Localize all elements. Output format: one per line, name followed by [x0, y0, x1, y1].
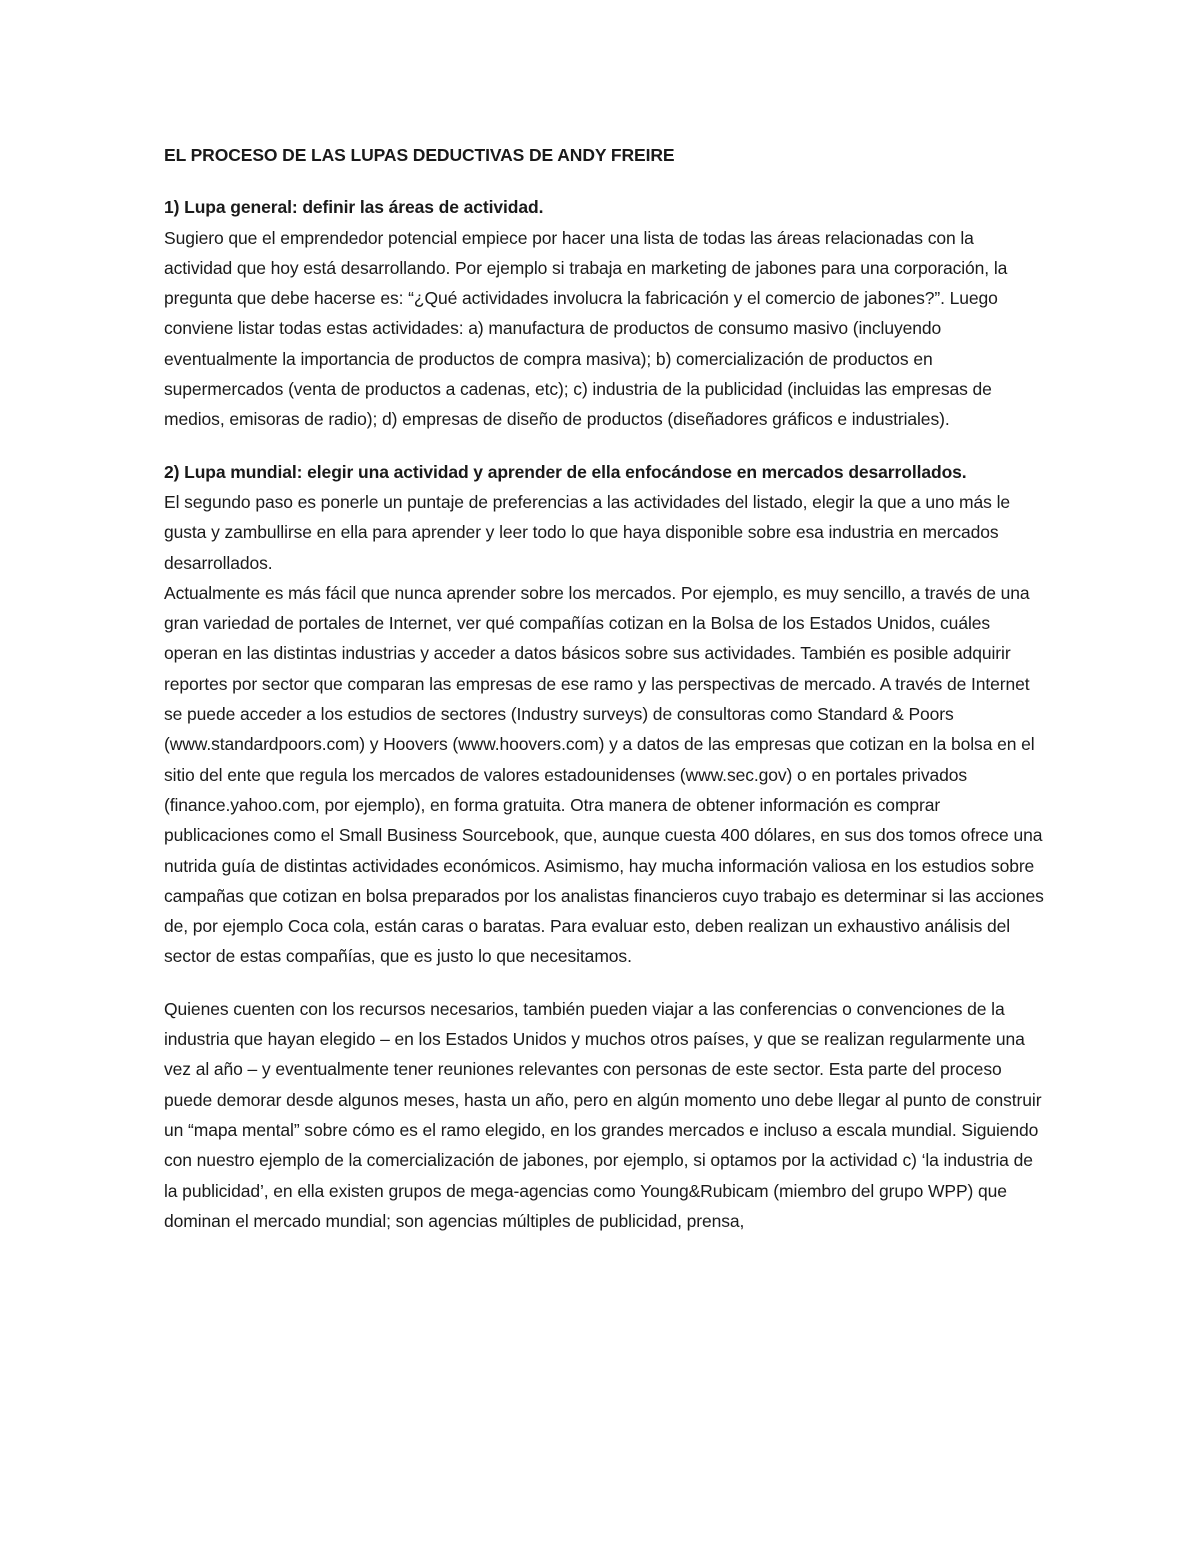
- document-content: [164, 140, 1044, 1236]
- section2-paragraph-3: Quienes cuenten con los recursos necesarios, también pueden viajar a las conferencias o convenciones de la industria que hayan elegido – en los Estados Unidos y muchos otros países, y que se realizan regularmente una vez al año – y eventualmente tener reuniones relevantes con personas de este sector. Esta parte del proceso puede demorar desde algunos meses, hasta un año, pero en algún momento uno debe llegar al punto de construir un “mapa mental” sobre cómo es el ramo elegido, en los grandes mercados e incluso a escala mundial. Siguiendo con nuestro ejemplo de la comercialización de jabones, por ejemplo, si optamos por la actividad c) ‘la industria de la publicidad’, en ella existen grupos de mega-agencias como Young&Rubicam (miembro del grupo WPP) que dominan el mercado mundial; son agencias múltiples de publicidad, prensa,: [164, 998, 1042, 1231]
- paragraph-spacer: [164, 435, 1044, 457]
- section1-heading: 1) Lupa general: definir las áreas de actividad.: [164, 197, 544, 218]
- section1-paragraph: Sugiero que el emprendedor potencial empiece por hacer una lista de todas las áreas relacionadas con la actividad que hoy está desarrollando. Por ejemplo si trabaja en marketing de jabones para una corporación, la pregunta que debe hacerse es: “¿Qué actividades involucra la fabricación y el comercio de jabones?”. Luego conviene listar todas estas actividades: a) manufactura de productos de consumo masivo (incluyendo eventualmente la importancia de productos de compra masiva); b) comercialización de productos en supermercados (venta de productos a cadenas, etc); c) industria de la publicidad (incluidas las empresas de medios, emisoras de radio); d) empresas de diseño de productos (diseñadores gráficos e industriales).: [164, 227, 1008, 430]
- paragraph-spacer: [164, 972, 1044, 994]
- section2-paragraph-1: El segundo paso es ponerle un puntaje de preferencias a las actividades del listado, elegir la que a uno más le gusta y zambullirse en ella para aprender y leer todo lo que haya disponible sobre esa industria en mercados desarrollados.: [164, 491, 1010, 573]
- document-title: EL PROCESO DE LAS LUPAS DEDUCTIVAS DE ANDY FREIRE: [164, 145, 675, 165]
- section2-paragraph-2: Actualmente es más fácil que nunca aprender sobre los mercados. Por ejemplo, es muy sencillo, a través de una gran variedad de portales de Internet, ver qué compañías cotizan en la Bolsa de los Estados Unidos, cuáles operan en las distintas industrias y acceder a datos básicos sobre sus actividades. También es posible adquirir reportes por sector que comparan las empresas de ese ramo y las perspectivas de mercado. A través de Internet se puede acceder a los estudios de sectores (Industry surveys) de consultoras como Standard & Poors (www.standardpoors.com) y Hoovers (www.hoovers.com) y a datos de las empresas que cotizan en la bolsa en el sitio del ente que regula los mercados de valores estadounidenses (www.sec.gov) o en portales privados (finance.yahoo.com, por ejemplo), en forma gratuita. Otra manera de obtener información es comprar publicaciones como el Small Business Sourcebook, que, aunque cuesta 400 dólares, en sus dos tomos ofrece una nutrida guía de distintas actividades económicos. Asimismo, hay mucha información valiosa en los estudios sobre campañas que cotizan en bolsa preparados por los analistas financieros cuyo trabajo es determinar si las acciones de, por ejemplo Coca cola, están caras o baratas. Para evaluar esto, deben realizan un exhaustivo análisis del sector de estas compañías, que es justo lo que necesitamos.: [164, 582, 1044, 967]
- section2-heading: 2) Lupa mundial: elegir una actividad y aprender de ella enfocándose en mercados desarrollados.: [164, 461, 967, 482]
